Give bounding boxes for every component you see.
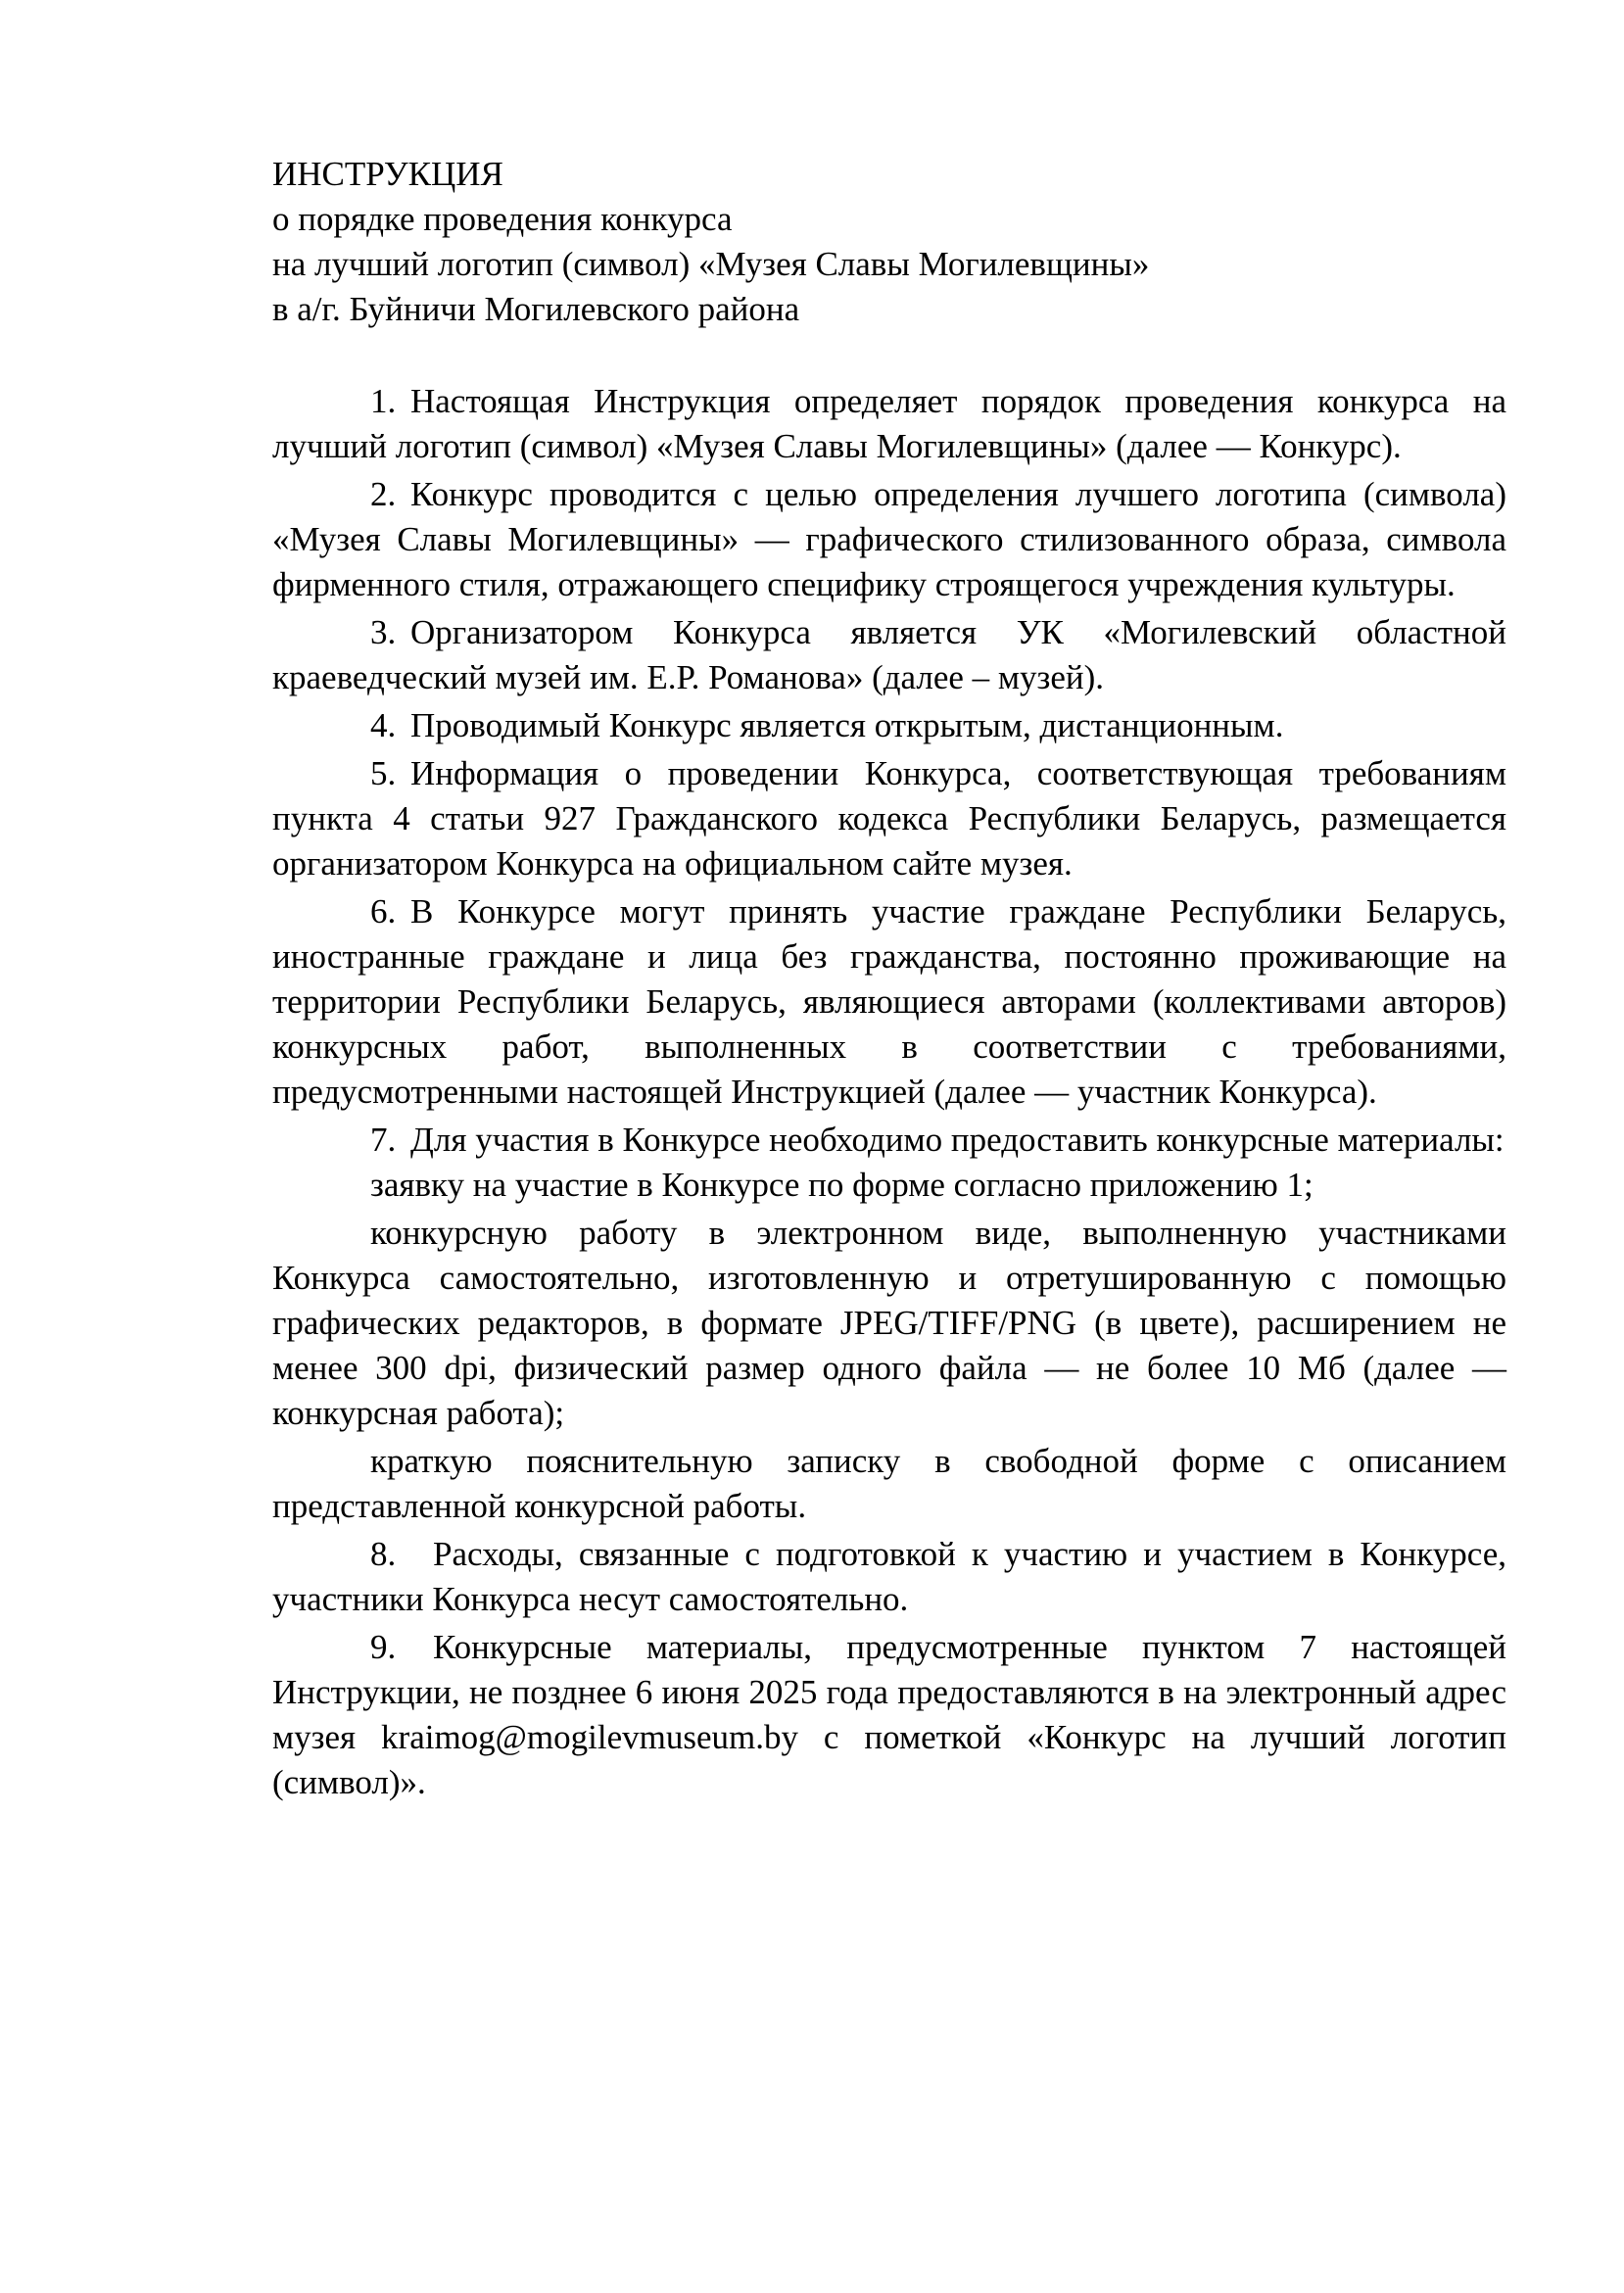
item-number: 5. bbox=[370, 754, 397, 792]
document-title bbox=[272, 152, 1506, 332]
item-text: Настоящая Инструкция определяет порядок проведения конкурса на лучший логотип (символ) «Музея Славы Могилевщины» (далее — Конкурс). bbox=[272, 382, 1506, 465]
instruction-item-5 bbox=[272, 751, 1506, 886]
sub-item-explanatory-note bbox=[272, 1439, 1506, 1529]
item-number: 9. bbox=[370, 1628, 397, 1666]
sub-item-contest-work bbox=[272, 1211, 1506, 1436]
instruction-item-7 bbox=[272, 1118, 1506, 1163]
document-body bbox=[272, 152, 1506, 1808]
instruction-item-9 bbox=[272, 1625, 1506, 1805]
instruction-item-4 bbox=[272, 703, 1506, 748]
title-line: о порядке проведения конкурса bbox=[272, 200, 733, 238]
instruction-item-6 bbox=[272, 889, 1506, 1115]
item-text: Информация о проведении Конкурса, соответствующая требованиям пункта 4 статьи 927 Гражданского кодекса Республики Беларусь, размещается организатором Конкурса на официальном сайте музея. bbox=[272, 754, 1506, 883]
sub-item-text: конкурсную работу в электронном виде, выполненную участниками Конкурса самостоятельно, изготовленную и отретушированную с помощью графических редакторов, в формате JPEG/TIFF/PNG (в цвете), расширением не менее 300 dpi, физический размер одного файла — не более 10 Мб (далее — конкурсная работа); bbox=[272, 1214, 1506, 1432]
item-number: 4. bbox=[370, 706, 397, 744]
item-text: Для участия в Конкурсе необходимо предоставить конкурсные материалы: bbox=[410, 1121, 1505, 1159]
title-line: ИНСТРУКЦИЯ bbox=[272, 155, 503, 193]
sub-item-application bbox=[272, 1163, 1506, 1208]
instruction-item-1 bbox=[272, 379, 1506, 469]
item-text: Организатором Конкурса является УК «Могилевский областной краеведческий музей им. Е.Р. Романова» (далее – музей). bbox=[272, 613, 1506, 696]
item-number: 3. bbox=[370, 613, 397, 651]
item-text: Конкурсные материалы, предусмотренные пунктом 7 настоящей Инструкции, не позднее 6 июня 2025 года предоставляются в на электронный адрес музея kraimog@mogilevmuseum.by с пометкой «Конкурс на лучший логотип (символ)». bbox=[272, 1628, 1506, 1801]
item-number: 2. bbox=[370, 475, 397, 513]
item-text: Конкурс проводится с целью определения лучшего логотипа (символа) «Музея Славы Могилевщины» — графического стилизованного образа, символа фирменного стиля, отражающего специфику строящегося учреждения культуры. bbox=[272, 475, 1506, 603]
instruction-item-8 bbox=[272, 1532, 1506, 1622]
item-text: Расходы, связанные с подготовкой к участию и участием в Конкурсе, участники Конкурса несут самостоятельно. bbox=[272, 1535, 1506, 1618]
sub-item-text: заявку на участие в Конкурсе по форме согласно приложению 1; bbox=[370, 1166, 1314, 1204]
item-text: В Конкурсе могут принять участие граждане Республики Беларусь, иностранные граждане и лица без гражданства, постоянно проживающие на территории Республики Беларусь, являющиеся авторами (коллективами авторов) конкурсных работ, выполненных в соответствии с требованиями, предусмотренными настоящей Инструкцией (далее — участник Конкурса). bbox=[272, 892, 1506, 1111]
instruction-item-3 bbox=[272, 610, 1506, 700]
title-line: на лучший логотип (символ) «Музея Славы Могилевщины» bbox=[272, 245, 1150, 283]
item-number: 1. bbox=[370, 382, 397, 420]
title-line: в а/г. Буйничи Могилевского района bbox=[272, 290, 800, 328]
item-text: Проводимый Конкурс является открытым, дистанционным. bbox=[410, 706, 1284, 744]
sub-item-text: краткую пояснительную записку в свободной форме с описанием представленной конкурсной работы. bbox=[272, 1442, 1506, 1525]
instruction-item-2 bbox=[272, 472, 1506, 607]
item-number: 8. bbox=[370, 1535, 397, 1573]
item-number: 6. bbox=[370, 892, 397, 931]
item-number: 7. bbox=[370, 1121, 397, 1159]
